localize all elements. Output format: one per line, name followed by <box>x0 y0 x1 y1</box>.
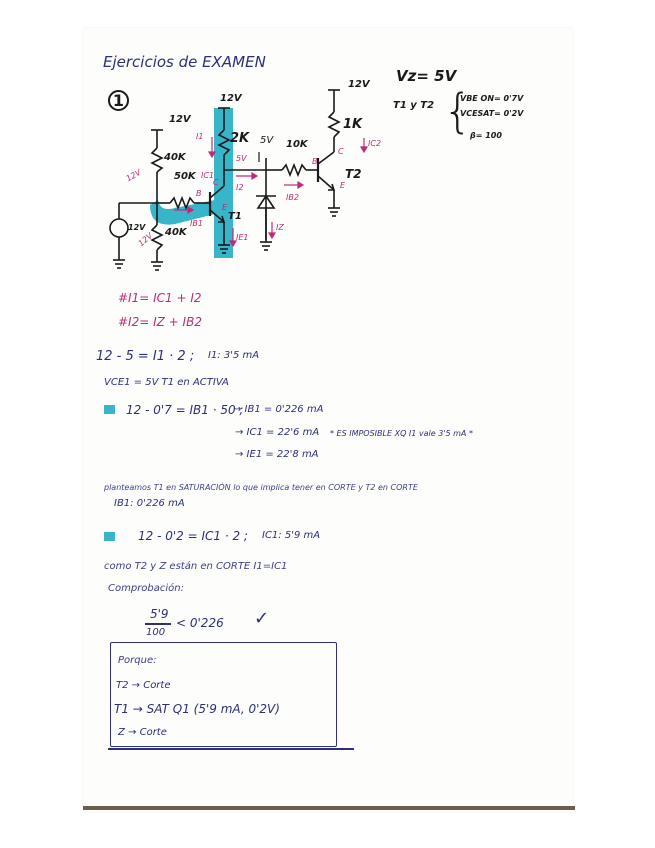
line-kvl-3: 12 - 0'2 = IC1 · 2 ; <box>138 529 248 543</box>
label-c2: C <box>338 147 344 156</box>
label-12v-t2: 12V <box>348 79 370 90</box>
fraction-denominator: 100 <box>146 627 166 638</box>
comprobacion-label: Comprobación: <box>108 583 184 594</box>
check-icon: ✓ <box>254 608 270 629</box>
brace-icon: { <box>443 84 473 138</box>
label-12v-2k: 12V <box>220 93 242 104</box>
label-t2: T2 <box>345 167 362 181</box>
vce-sat: VCESAT= 0'2V <box>460 109 524 118</box>
label-50k: 50K <box>174 171 196 182</box>
label-b2: B <box>312 157 318 166</box>
line-kvl-3-result: IC1: 5'9 mA <box>262 530 321 541</box>
equation-i1: #I1= IC1 + I2 <box>118 291 202 305</box>
resistor-10k <box>282 165 306 175</box>
label-t1: T1 <box>228 211 242 222</box>
label-1k: 1K <box>343 117 363 132</box>
line-ic1-result: → IC1 = 22'6 mA <box>235 427 320 438</box>
label-iz: IZ <box>276 223 284 232</box>
line-plan: planteamos T1 en SATURACIÓN lo que implica tener en CORTE y T2 en CORTE <box>104 483 418 492</box>
label-10k: 10K <box>286 139 308 150</box>
line-ib1-again: IB1: 0'226 mA <box>114 498 185 509</box>
fraction-compare: < 0'226 <box>176 616 224 630</box>
resistor-1k <box>329 112 339 137</box>
label-ic1: IC1 <box>201 171 215 180</box>
line-vce1: VCE1 = 5V T1 en ACTIVA <box>104 377 229 388</box>
line-como: como T2 y Z están en CORTE I1=IC1 <box>104 561 288 572</box>
bullet-marker-2 <box>104 532 115 541</box>
equation-i2: #I2= IZ + IB2 <box>118 315 202 329</box>
page-title: Ejercicios de EXAMEN <box>103 53 266 71</box>
label-12v-pink-top: 12V <box>124 167 143 184</box>
box-underline <box>108 748 354 750</box>
label-5v: 5V <box>260 135 274 146</box>
label-12v-source: 12V <box>128 223 146 232</box>
fraction-numerator: 5'9 <box>150 607 169 621</box>
line-kvl-1-result: I1: 3'5 mA <box>208 350 260 361</box>
impossible-note: * ES IMPOSIBLE XQ I1 vale 3'5 mA * <box>330 429 473 438</box>
label-ic2: IC2 <box>368 139 382 148</box>
result-t2: T2 → Corte <box>116 680 171 691</box>
label-12v-pink-bottom: 12V <box>136 231 155 249</box>
label-i1: I1 <box>196 132 204 141</box>
label-40k-top: 40K <box>164 152 186 163</box>
label-c1: C <box>213 178 219 187</box>
zener-voltage: Vz= 5V <box>396 67 457 85</box>
exercise-number: 1 <box>108 90 129 111</box>
porque-label: Porque: <box>118 655 157 666</box>
result-z: Z → Corte <box>118 727 167 738</box>
label-e2: E <box>340 181 346 190</box>
line-kvl-2: 12 - 0'7 = IB1 · 50 ; <box>126 403 244 417</box>
label-ie1: IE1 <box>236 233 249 242</box>
fraction-bar <box>145 623 171 625</box>
label-5v-small: 5V <box>236 154 247 163</box>
line-kvl-1: 12 - 5 = I1 · 2 ; <box>96 349 195 364</box>
label-40k-bottom: 40K <box>165 227 187 238</box>
label-12v-left: 12V <box>169 114 191 125</box>
vbe-on: VBE ON= 0'7V <box>460 94 524 103</box>
transistor-names: T1 y T2 <box>393 100 435 111</box>
label-ib1: IB1 <box>190 219 203 228</box>
line-ie1-result: → IE1 = 22'8 mA <box>235 449 319 460</box>
label-i2: I2 <box>236 183 244 192</box>
beta: β= 100 <box>470 131 502 140</box>
result-t1: T1 → SAT Q1 (5'9 mA, 0'2V) <box>114 702 280 716</box>
label-ib2: IB2 <box>286 193 299 202</box>
label-e1: E <box>222 203 228 212</box>
label-b1: B <box>196 189 202 198</box>
label-2k: 2K <box>230 131 250 146</box>
resistor-40k-top <box>152 148 162 172</box>
line-kvl-2-result: → IB1 = 0'226 mA <box>233 404 324 415</box>
voltage-source <box>110 219 128 237</box>
bullet-marker <box>104 405 115 414</box>
